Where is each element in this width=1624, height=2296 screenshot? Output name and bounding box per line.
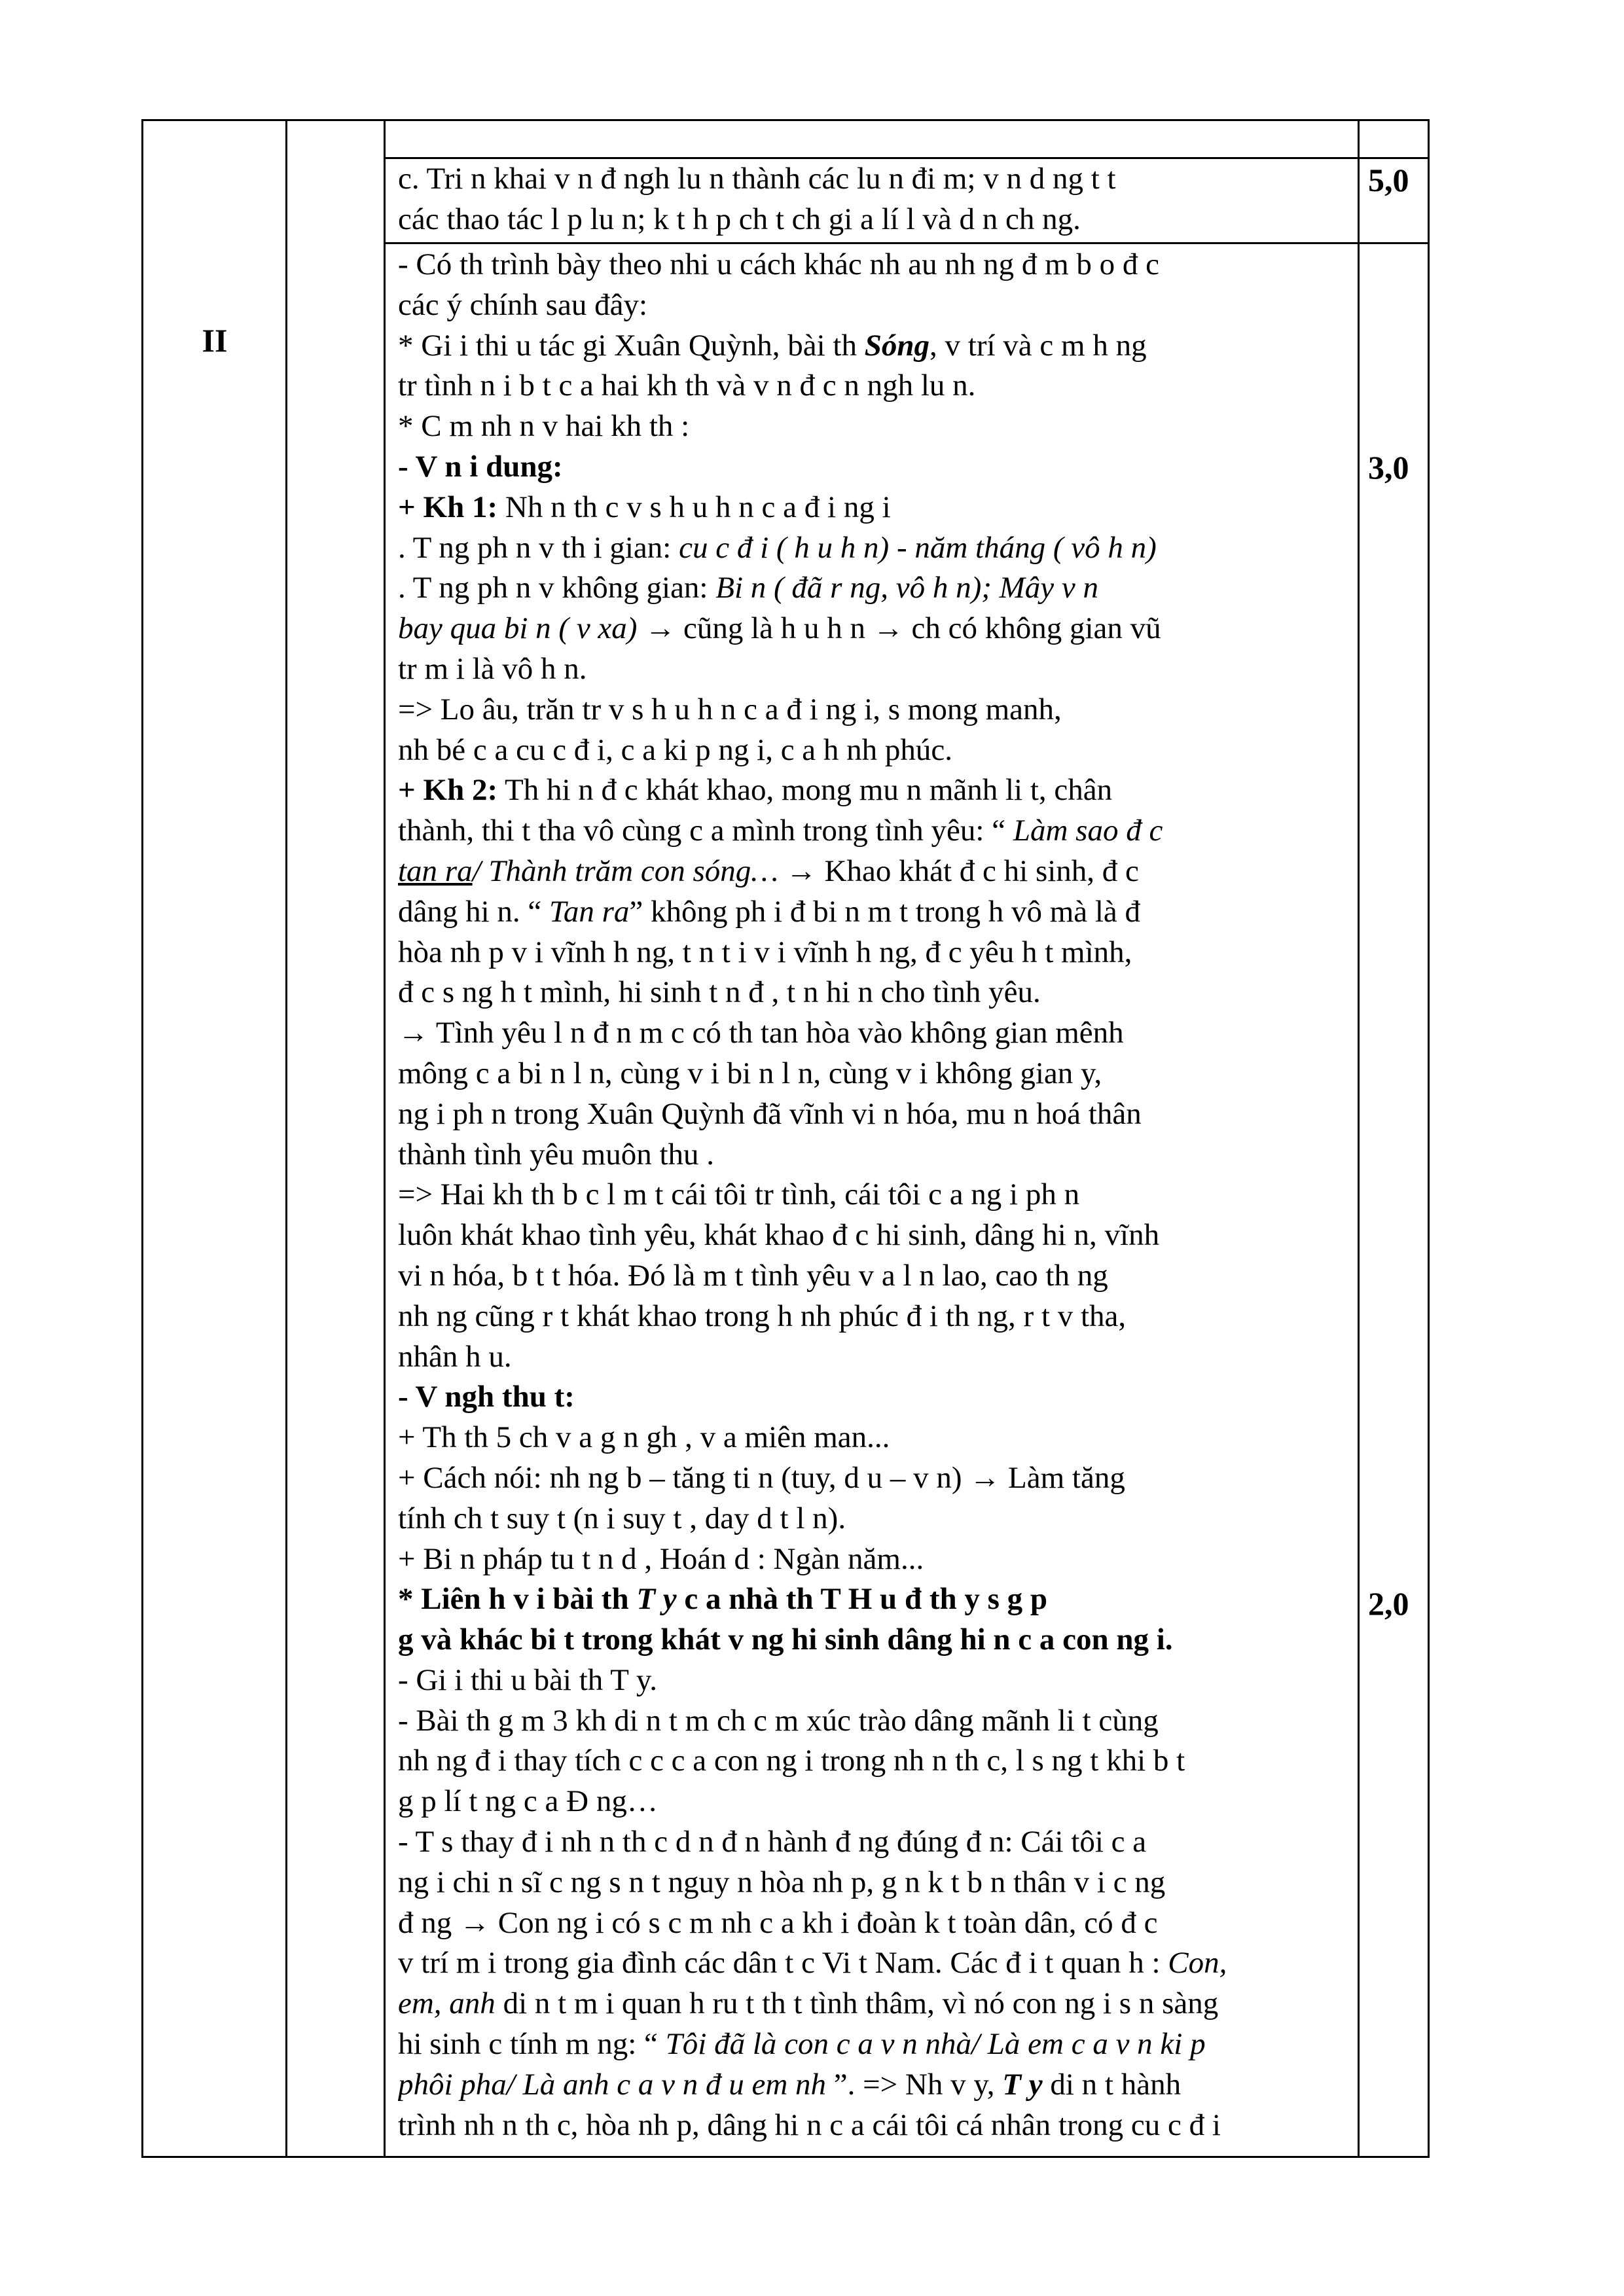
text-run: → cũng là h u h n → ch có không gian vũ [637, 611, 1161, 646]
body-line [398, 1943, 1354, 1984]
text-run: + Cách nói: nh ng b – tăng ti n (tuy, d u – v n) → Làm tăng [398, 1460, 1125, 1495]
body-line [398, 1741, 1354, 1782]
text-run: - V n i dung: [398, 449, 563, 484]
body-line [398, 528, 1354, 569]
text-run: * C m nh n v hai kh th : [398, 409, 690, 444]
text-run: . T ng ph n v th i gian: [398, 530, 679, 565]
body-line [398, 488, 1354, 528]
text-run: đ c s ng h t mình, hi sinh t n đ , t n hi n cho tình yêu. [398, 975, 1041, 1010]
text-run: ”. => Nh v y, [833, 2067, 1003, 2102]
body-line [398, 245, 1354, 285]
text-run: Bi n ( đã r ng, vô h n); Mây v n [715, 571, 1098, 605]
text-run: thành, thi t tha vô cùng c a mình trong tình yêu: “ [398, 814, 1013, 848]
body-line [398, 852, 1354, 892]
text-run: g và khác bi t trong khát v ng hi sinh dâng hi n c a con ng i. [398, 1623, 1173, 1657]
text-run: + Kh 1: [398, 490, 498, 524]
text-run: - Bài th g m 3 kh di n t m ch c m xúc trào dâng mãnh li t cùng [398, 1703, 1159, 1738]
text-run: Nh n th c v s h u h n c a đ i ng i [497, 490, 891, 524]
body-line [398, 1620, 1354, 1660]
table-border-bottom [141, 2156, 1430, 2158]
text-run: Th hi n đ c khát khao, mong mu n mãnh li t, chân [497, 773, 1113, 808]
body-line [398, 2065, 1354, 2106]
body-line [398, 1054, 1354, 1094]
intro-text [398, 159, 1354, 240]
row-divider-2 [384, 242, 1430, 244]
body-line [398, 892, 1354, 933]
table-border-right [1428, 119, 1430, 2158]
body-line [398, 1215, 1354, 1256]
text-run: hi sinh c tính m ng: “ [398, 2027, 666, 2062]
text-run: nh ng đ i thay tích c c c a con ng i trong nh n th c, l s ng t khi b t [398, 1744, 1185, 1778]
text-run: di n t hành [1042, 2067, 1182, 2102]
body-line [398, 1499, 1354, 1539]
text-run: => Hai kh th b c l m t cái tôi tr tình, cái tôi c a ng i ph n [398, 1177, 1080, 1212]
text-run: ” không ph i đ bi n m t trong h vô mà là đ [629, 894, 1141, 929]
body-line [398, 1539, 1354, 1580]
body-line [398, 568, 1354, 609]
text-run: Con, [1168, 1946, 1227, 1981]
text-run: bay qua bi n ( v xa) [398, 611, 638, 646]
text-run: + Kh 2: [398, 773, 498, 808]
body-line [398, 2024, 1354, 2065]
text-run: Tan ra [549, 894, 630, 929]
table-divider-2 [384, 119, 386, 2158]
text-run: c. Tri n khai v n đ ngh lu n thành các lu n đi m; v n d ng t t [398, 162, 1116, 196]
text-run: , v trí và c m h ng [929, 328, 1147, 363]
score-b: 3,0 [1368, 449, 1409, 486]
body-line [398, 326, 1354, 367]
body-line [398, 1782, 1354, 1822]
text-run: em, anh [398, 1986, 496, 2021]
body-line [398, 1863, 1354, 1903]
text-run: tan ra [398, 853, 473, 888]
body-line [398, 1701, 1354, 1742]
text-run: - T s thay đ i nh n th c d n đ n hành đ ng đúng đ n: Cái tôi c a [398, 1825, 1147, 1859]
intro-line [398, 200, 1354, 240]
body-line [398, 1013, 1354, 1054]
text-run: tr m i là vô h n. [398, 651, 587, 686]
body-line [398, 1337, 1354, 1378]
table-border-top [141, 119, 1430, 121]
body-line [398, 770, 1354, 811]
body-line [398, 447, 1354, 488]
text-run: tr tình n i b t c a hai kh th và v n đ c n ngh lu n. [398, 368, 976, 403]
body-line [398, 406, 1354, 447]
body-line [398, 1984, 1354, 2024]
text-run: => Lo âu, trăn tr v s h u h n c a đ i ng i, s mong manh, [398, 692, 1062, 726]
body-line [398, 285, 1354, 326]
text-run: → Khao khát đ c hi sinh, đ c [778, 853, 1139, 888]
body-line [398, 933, 1354, 973]
table-border-left [141, 119, 143, 2158]
body-line [398, 1418, 1354, 1458]
body-line [398, 690, 1354, 730]
text-run: Sóng [864, 328, 930, 363]
body-line [398, 2106, 1354, 2146]
text-run: đ ng → Con ng i có s c m nh c a kh i đoàn k t toàn dân, có đ c [398, 1905, 1158, 1940]
body-line [398, 1660, 1354, 1701]
body-line [398, 1458, 1354, 1499]
body-line [398, 1094, 1354, 1135]
text-run: + Bi n pháp tu t n d , Hoán d : Ngàn năm... [398, 1541, 924, 1576]
body-line [398, 1822, 1354, 1863]
text-run: v trí m i trong gia đình các dân t c Vi t Nam. Các đ i t quan h : [398, 1946, 1168, 1981]
text-run: cu c đ i ( h u h n) - năm tháng ( vô h n) [679, 530, 1157, 565]
body-line [398, 1175, 1354, 1215]
text-run: luôn khát khao tình yêu, khát khao đ c hi sinh, dâng hi n, vĩnh [398, 1218, 1160, 1253]
body-line [398, 973, 1354, 1013]
text-run: vi n hóa, b t t hóa. Đó là m t tình yêu v a l n lao, cao th ng [398, 1258, 1108, 1293]
table-divider-1 [285, 119, 287, 2158]
text-run: nhân h u. [398, 1339, 512, 1374]
text-run: thành tình yêu muôn thu . [398, 1137, 715, 1172]
text-run: ng i ph n trong Xuân Quỳnh đã vĩnh vi n hóa, mu n hoá thân [398, 1096, 1142, 1131]
text-run: - Gi i thi u bài th T y. [398, 1662, 658, 1697]
text-run: mông c a bi n l n, cùng v i bi n l n, cùng v i không gian y, [398, 1056, 1102, 1090]
body-line [398, 730, 1354, 771]
text-run: . T ng ph n v không gian: [398, 571, 716, 605]
text-run: phôi pha/ Là anh c a v n đ u em nh [398, 2067, 834, 2102]
score-c: 2,0 [1368, 1585, 1409, 1622]
body-line [398, 366, 1354, 406]
text-run: - Có th trình bày theo nhi u cách khác nh au nh ng đ m b o đ c [398, 247, 1159, 281]
body-line [398, 609, 1354, 649]
text-run: * Liên h v i bài th [398, 1582, 637, 1617]
text-run: + Th th 5 ch v a g n gh , v a miên man... [398, 1420, 890, 1455]
text-run: T y [636, 1582, 677, 1617]
text-run: các ý chính sau đây: [398, 287, 648, 322]
body-line [398, 1579, 1354, 1620]
text-run: trình nh n th c, hòa nh p, dâng hi n c a cái tôi cá nhân trong cu c đ i [398, 2108, 1221, 2142]
text-run: tính ch t suy t (n i suy t , day d t l n). [398, 1501, 846, 1535]
text-run: c a nhà th T H u đ th y s g p [676, 1582, 1048, 1617]
body-line [398, 1135, 1354, 1175]
intro-line [398, 159, 1354, 200]
text-run: di n t m i quan h ru t th t tình thâm, vì nó con ng i s n sàng [495, 1986, 1219, 2021]
text-run: g p lí t ng c a Đ ng… [398, 1784, 658, 1819]
body-line [398, 1903, 1354, 1944]
text-run: / Thành trăm con sóng… [472, 853, 779, 888]
text-run: Tôi đã là con c a v n nhà/ Là em c a v n ki p [665, 2027, 1206, 2062]
text-run: T y [1002, 2067, 1043, 2102]
text-run: dâng hi n. “ [398, 894, 550, 929]
score-a: 5,0 [1368, 162, 1409, 198]
body-line [398, 1377, 1354, 1418]
body-line [398, 1297, 1354, 1337]
text-run: các thao tác l p lu n; k t h p ch t ch gi a lí l và d n ch ng. [398, 202, 1081, 236]
body-text [398, 245, 1354, 2145]
text-run: - V ngh thu t: [398, 1380, 575, 1414]
body-line [398, 811, 1354, 852]
text-run: ng i chi n sĩ c ng s n t nguy n hòa nh p, g n k t b n thân v i c ng [398, 1865, 1166, 1899]
table-divider-3 [1358, 119, 1360, 2158]
section-number: II [202, 322, 228, 359]
body-line [398, 1256, 1354, 1297]
text-run: → Tình yêu l n đ n m c có th tan hòa vào không gian mênh [398, 1016, 1124, 1050]
body-line [398, 649, 1354, 690]
text-run: * Gi i thi u tác gi Xuân Quỳnh, bài th [398, 328, 865, 363]
text-run: Làm sao đ c [1013, 814, 1163, 848]
text-run: nh bé c a cu c đ i, c a ki p ng i, c a h nh phúc. [398, 732, 953, 767]
text-run: nh ng cũng r t khát khao trong h nh phúc đ i th ng, r t v tha, [398, 1299, 1127, 1333]
text-run: hòa nh p v i vĩnh h ng, t n t i v i vĩnh h ng, đ c yêu h t mình, [398, 935, 1132, 969]
